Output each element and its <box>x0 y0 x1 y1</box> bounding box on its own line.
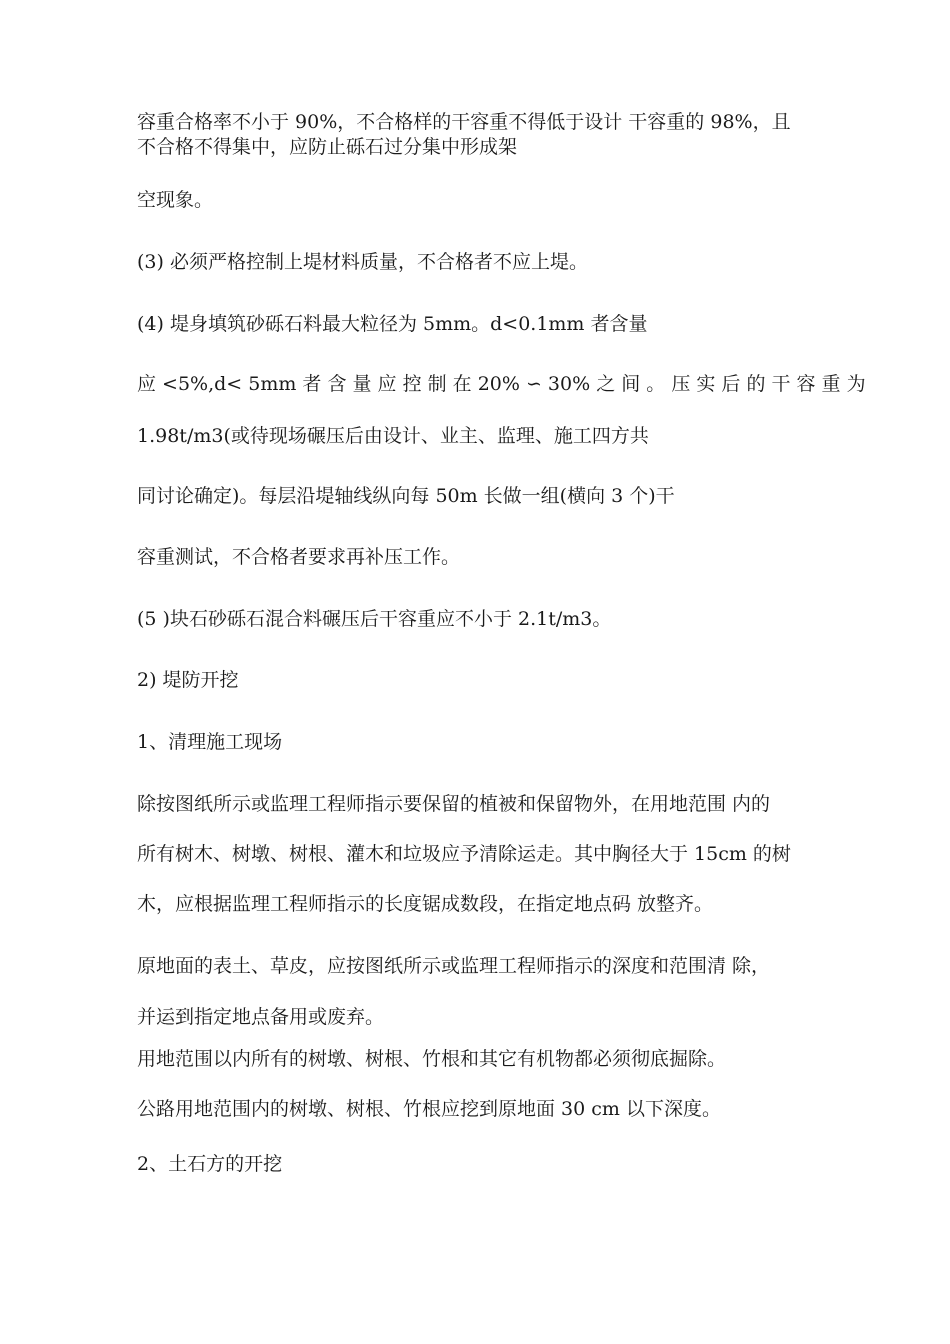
text-heading-earthwork-excavation: 2、土石方的开挖 <box>137 1153 283 1175</box>
text-line-1: 容重合格率不小于 90%，不合格样的干容重不得低于设计 干容重的 98%，且 <box>137 111 791 133</box>
text-line-6: 应 <5%,d< 5mm 者 含 量 应 控 制 在 20% ∽ 30% 之 间 。 压 实 后 的 干 容 重 为 <box>137 373 866 395</box>
text-line-3: 空现象。 <box>137 189 214 211</box>
text-line-2: 不合格不得集中，应防止砾石过分集中形成架 <box>137 136 518 158</box>
text-line-7: 1.98t/m3(或待现场碾压后由设计、业主、监理、施工四方共 <box>137 425 649 447</box>
text-line-13: 除按图纸所示或监理工程师指示要保留的植被和保留物外，在用地范围 内的 <box>137 793 771 815</box>
text-line-10: (5 )块石砂砾石混合料碾压后干容重应不小于 2.1t/m3。 <box>137 608 612 630</box>
text-line-8: 同讨论确定)。每层沿堤轴线纵向每 50m 长做一组(横向 3 个)干 <box>137 485 675 507</box>
text-heading-site-clearing: 1、清理施工现场 <box>137 731 283 753</box>
text-line-14: 所有树木、树墩、树根、灌木和垃圾应予清除运走。其中胸径大于 15cm 的树 <box>137 843 791 865</box>
text-line-4: (3) 必须严格控制上堤材料质量，不合格者不应上堤。 <box>137 251 588 273</box>
text-line-9: 容重测试，不合格者要求再补压工作。 <box>137 546 461 568</box>
text-line-5: (4) 堤身填筑砂砾石料最大粒径为 5mm。d<0.1mm 者含量 <box>137 313 648 335</box>
text-line-17: 并运到指定地点备用或废弃。 <box>137 1006 385 1028</box>
text-line-15: 木，应根据监理工程师指示的长度锯成数段，在指定地点码 放整齐。 <box>137 893 714 915</box>
text-heading-embankment-excavation: 2) 堤防开挖 <box>137 669 239 691</box>
text-line-16: 原地面的表土、草皮，应按图纸所示或监理工程师指示的深度和范围清 除， <box>137 955 771 977</box>
text-line-19: 公路用地范围内的树墩、树根、竹根应挖到原地面 30 cm 以下深度。 <box>137 1098 721 1120</box>
text-line-18: 用地范围以内所有的树墩、树根、竹根和其它有机物都必须彻底掘除。 <box>137 1048 727 1070</box>
